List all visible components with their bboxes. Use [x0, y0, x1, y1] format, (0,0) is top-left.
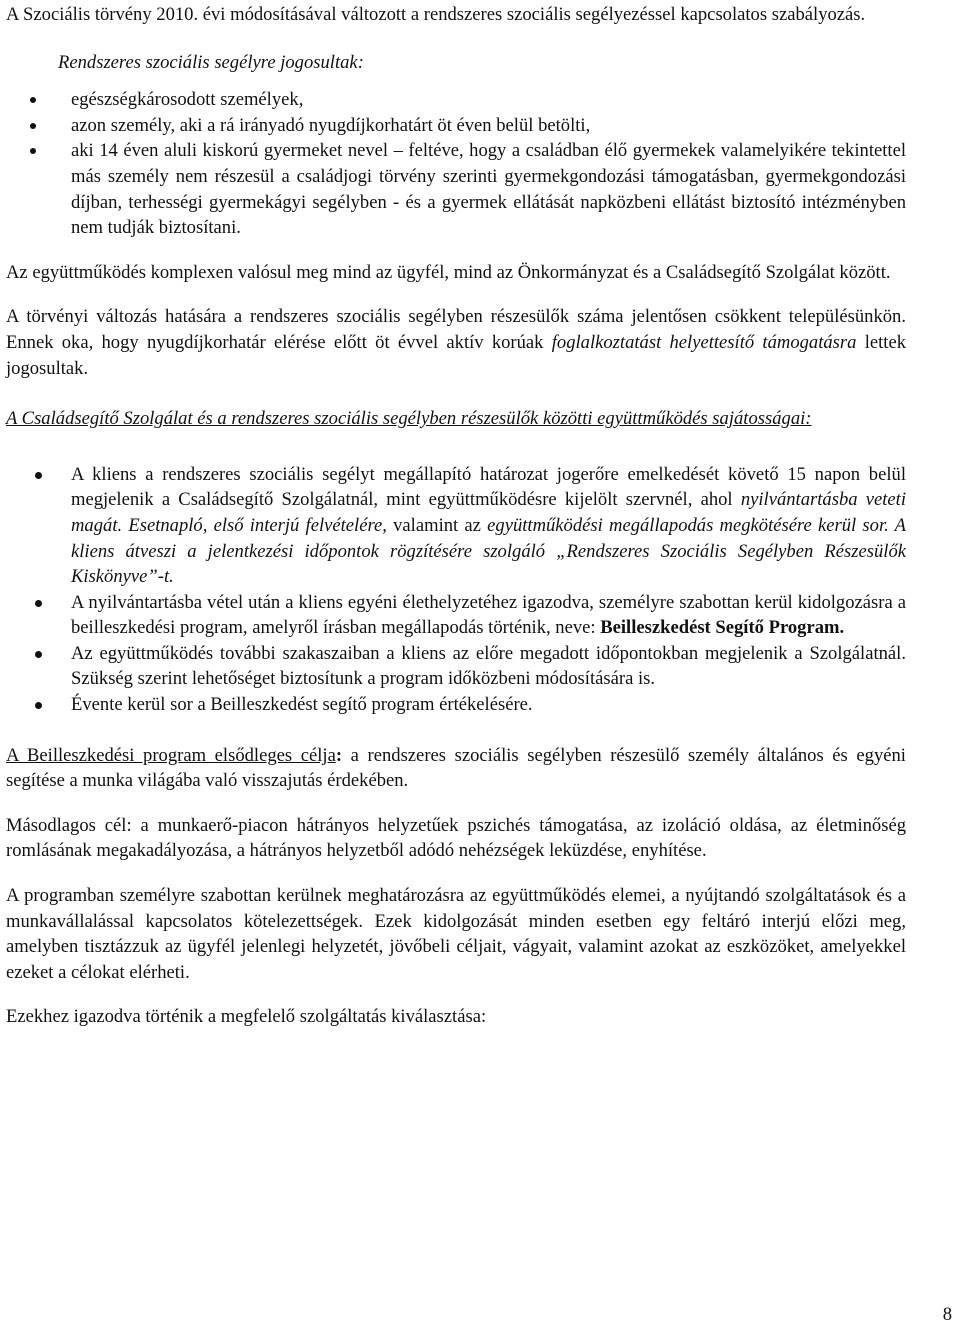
document-page — [6, 0, 906, 1030]
closing-paragraph: Ezekhez igazodva történik a megfelelő szolgáltatás kiválasztása: — [6, 1006, 487, 1028]
goal-paragraph: A Beilleszkedési program elsődleges célja: a rendszeres szociális segélyben részesülő személy általános és egyéni segítése a munka világába való visszajutás érdekében. — [6, 744, 906, 792]
features-list — [6, 462, 906, 718]
eligible-heading: Rendszeres szociális segélyre jogosultak: — [58, 51, 364, 73]
list-item: aki 14 éven aluli kiskorú gyermeket nevel – feltéve, hogy a családban élő gyermekek valamelyikére tekintettel más személy nem részesül a családjogi törvény szerinti gyermekgondozási támogatásban, gyermekgondozási díjban, terhességi gyermekágyi segélyben - és a gyermek ellátását napközbeni ellátást biztosító intézményben nem tudják biztosítani. — [6, 138, 906, 240]
eligible-list — [6, 87, 906, 241]
bullet-icon — [30, 123, 36, 129]
list-item: Az együttműködés további szakaszaiban a kliens az előre megadott időpontokban megjelenik a Szolgálatnál. Szükség szerint lehetőséget biztosítunk a program időközbeni módosítására is. — [6, 641, 906, 692]
bullet-icon — [35, 600, 42, 607]
change-paragraph: A törvényi változás hatására a rendszeres szociális segélyben részesülők száma jelentősen csökkent településünkön. Ennek oka, hogy nyugdíjkorhatár elérése előtt öt évvel aktív korúak foglalkoztatást helyettesítő támogatásra lettek jogosultak. — [6, 306, 906, 379]
bullet-icon — [35, 651, 42, 658]
bullet-icon — [30, 97, 36, 103]
list-item: Évente kerül sor a Beilleszkedést segítő program értékelésére. — [6, 692, 906, 718]
list-item: azon személy, aki a rá irányadó nyugdíjkorhatárt öt éven belül betölti, — [6, 113, 906, 139]
cooperation-paragraph: Az együttműködés komplexen valósul meg mind az ügyfél, mind az Önkormányzat és a Családsegítő Szolgálat között. — [6, 261, 891, 283]
list-item: A kliens a rendszeres szociális segélyt megállapító határozat jogerőre emelkedését követő 15 napon belül megjelenik a Családsegítő Szolgálatnál, mint együttműködésre kijelölt szervnél, ahol nyilvántartásba veteti magát. Esetnapló, első interjú felvételére, valamint az együttműködési megállapodás megkötésére kerül sor. A kliens átveszi a jelentkezési időpontok rögzítésére szolgáló „Rendszeres Szociális Segélyben Részesülők Kiskönyve”-t. — [6, 462, 906, 590]
features-heading: A Családsegítő Szolgálat és a rendszeres szociális segélyben részesülők közötti együttműködés sajátosságai: — [6, 408, 812, 430]
page-number: 8 — [942, 1304, 952, 1325]
program-paragraph: A programban személyre szabottan kerülnek meghatározásra az együttműködés elemei, a nyújtandó szolgáltatások és a munkavállalással kapcsolatos kötelezettségek. Ezek kidolgozását minden esetben egy feltáró interjú előzi meg, amelyben tisztázzuk az ügyfél jelenlegi helyzetét, jövőbeli céljait, vágyait, valamint azokat az eszközöket, amelyekkel ezeket a célokat elérheti. — [6, 885, 906, 983]
list-item: egészségkárosodott személyek, — [6, 87, 906, 113]
bullet-icon — [35, 702, 42, 709]
bullet-icon — [30, 148, 36, 154]
bullet-icon — [35, 472, 42, 479]
list-item: A nyilvántartásba vétel után a kliens egyéni élethelyzetéhez igazodva, személyre szabottan kerül kidolgozásra a beilleszkedési program, amelyről írásban megállapodás történik, neve: Beilleszkedést Segítő Program. — [6, 590, 906, 641]
intro-paragraph: A Szociális törvény 2010. évi módosításával változott a rendszeres szociális segélyezéssel kapcsolatos szabályozás. — [6, 4, 866, 25]
secondary-goal-paragraph: Másodlagos cél: a munkaerő-piacon hátrányos helyzetűek pszichés támogatása, az izoláció oldása, az életminőség romlásának megakadályozása, a hátrányos helyzetből adódó nehézségek leküzdése, enyhítése. — [6, 814, 906, 862]
